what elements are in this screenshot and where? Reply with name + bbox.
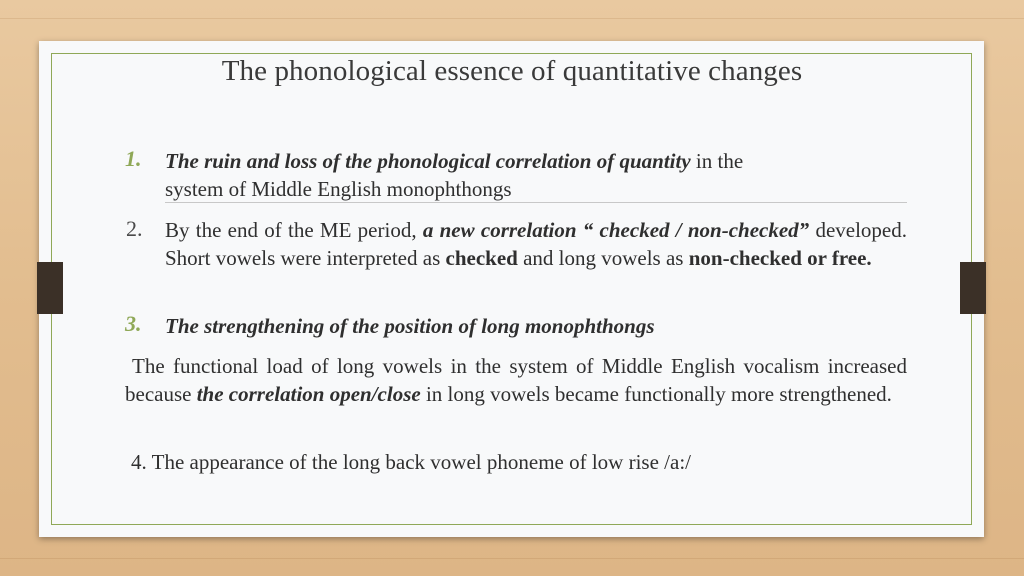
right-tab-decoration (960, 262, 986, 314)
item-2-non-checked: non-checked or free. (688, 246, 872, 270)
item-2-checked: checked (445, 246, 518, 270)
item-1-text-b: system of Middle English monophthongs (165, 177, 512, 201)
item-3-text (165, 312, 907, 340)
item-1-emphasis: The ruin and loss of the phonological correlation of quantity (165, 149, 691, 173)
item-1-text-a: in the (690, 149, 744, 173)
paragraph-emphasis: the correlation open/close (196, 382, 421, 406)
item-2-number: 2. (126, 216, 143, 241)
paragraph-text-a: The functional load of long vowels in the system of Middle English vocalism increased because (125, 354, 907, 406)
item-2-text (165, 216, 907, 272)
slide-title: The phonological essence of quantitative changes (221, 55, 803, 87)
item-2-text-b: developed. Short vowels were interpreted as (165, 218, 907, 270)
item-3-emphasis: The strengthening of the position of long monophthongs (165, 314, 655, 338)
paragraph-text-b: in long vowels became functionally more strengthened. (420, 382, 892, 406)
item-2-text-c: and long vowels as (517, 246, 689, 270)
divider-line (165, 202, 907, 203)
item-1-number: 1. (125, 146, 142, 171)
item-1-text (165, 147, 907, 203)
item-3-number: 3. (125, 311, 142, 336)
item-2-emphasis: a new correlation “ checked / non-checked” (422, 218, 810, 242)
item-4-text: 4. The appearance of the long back vowel phoneme of low rise /a:/ (131, 450, 691, 474)
item-2-text-a: By the end of the ME period, (165, 218, 423, 242)
left-tab-decoration (37, 262, 63, 314)
body-paragraph (125, 352, 907, 408)
